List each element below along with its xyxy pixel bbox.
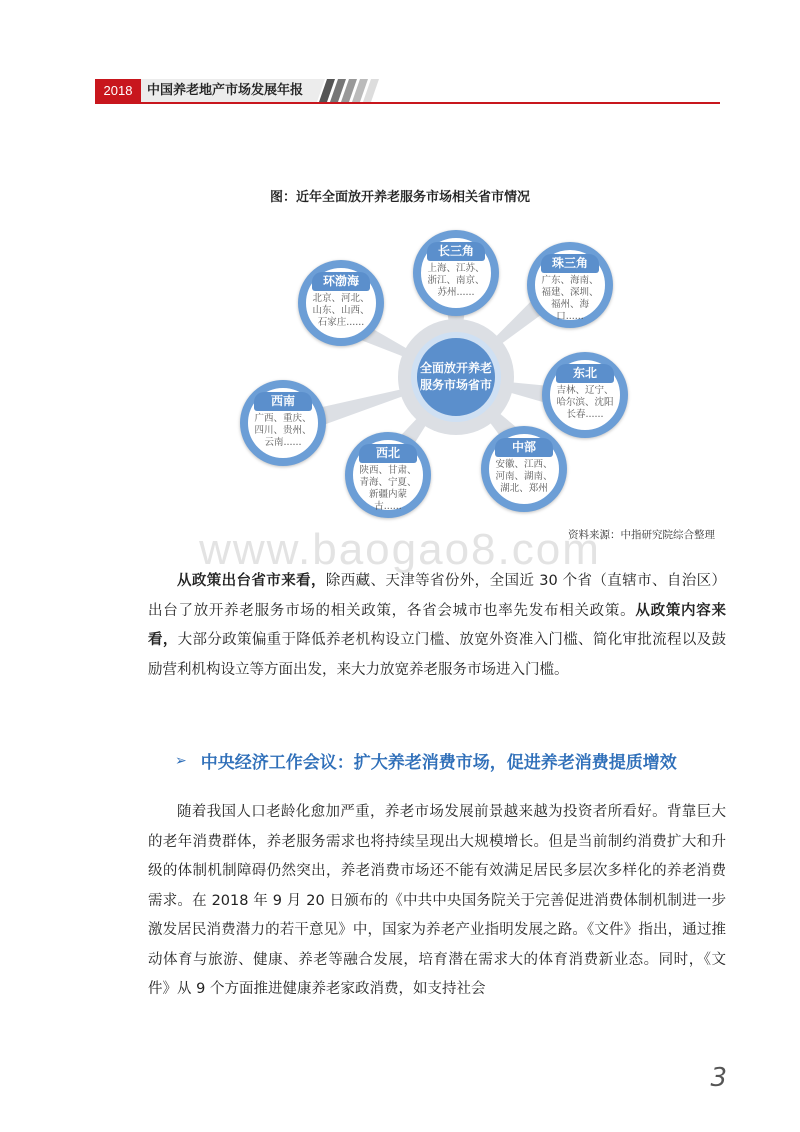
region-cities: 北京、河北、山东、山西、石家庄...... <box>312 293 370 328</box>
figure-source: 资料来源：中指研究院综合整理 <box>568 529 715 541</box>
region-cities: 上海、江苏、浙江、南京、苏州...... <box>427 263 485 298</box>
region-cities: 安徽、江西、河南、湖南、湖北、郑州 <box>495 459 553 494</box>
region-name: 西南 <box>254 392 312 411</box>
policy-lead-provinces: 从政策出台省市来看， <box>177 573 326 589</box>
section-title: 中央经济工作会议：扩大养老消费市场，促进养老消费提质增效 <box>200 753 677 773</box>
policy-text-content: 大部分政策偏重于降低养老机构设立门槛、放宽外资准入门槛、简化审批流程以及鼓励营利机构设立等方面出发，来大力放宽养老服务市场进入门槛。 <box>148 632 727 678</box>
region-node-northwest <box>345 432 431 518</box>
region-cities: 陕西、甘肃、青海、宁夏、新疆内蒙古...... <box>359 465 417 512</box>
region-node-bohai <box>298 260 384 346</box>
policy-lead-content: 从政策内容来看， <box>148 602 727 648</box>
policy-text-provinces: 除西藏、天津等省份外，全国近 30 个省（直辖市、自治区）出台了放开养老服务市场的相关政策，各省会城市也率先发布相关政策。 <box>148 573 726 619</box>
header-rule <box>95 102 720 104</box>
paragraph-consumption: 随着我国人口老龄化愈加严重，养老市场发展前景越来越为投资者所看好。背靠巨大的老年消费群体，养老服务需求也将持续呈现出大规模增长。但是当前制约消费扩大和升级的体制机制障碍仍然突出，养老消费市场还不能有效满足居民多层次多样化的养老消费需求。在 2018 年 9 月 20 日颁布的《中共中央国务院关于完善促进消费体制机制进一步激发居民消费潜力的若干意见》中，国家为养老产业指明发展之路。《文件》指出，通过推动体育与旅游、健康、养老等融合发展，培育潜在需求大的体育消费新业态。同时，《文件》从 9 个方面推进健康养老家政消费，如支持社会 <box>148 804 726 997</box>
region-name: 环渤海 <box>312 272 370 291</box>
region-cities: 广西、重庆、四川、贵州、云南...... <box>254 413 312 448</box>
region-name: 中部 <box>495 438 553 457</box>
region-name: 珠三角 <box>541 254 599 273</box>
region-node-central <box>481 426 567 512</box>
region-diagram <box>230 222 650 522</box>
watermark: www.baogao8.com <box>199 525 601 574</box>
region-name: 东北 <box>556 364 614 383</box>
region-node-northeast <box>542 352 628 438</box>
region-node-pearl <box>527 242 613 328</box>
region-name: 长三角 <box>427 242 485 261</box>
region-cities: 吉林、辽宁、哈尔滨、沈阳长春...... <box>556 385 614 420</box>
report-header <box>95 79 381 102</box>
header-year: 2018 <box>95 79 141 102</box>
header-stripes-decoration <box>311 79 381 102</box>
paragraph-policy <box>148 567 726 685</box>
page-number: 3 <box>710 1063 727 1093</box>
region-name: 西北 <box>359 444 417 463</box>
diagram-center-node: 全面放开养老服务市场省市 <box>411 332 501 422</box>
region-cities: 广东、海南、福建、深圳、福州、海口...... <box>541 275 599 322</box>
region-node-southwest <box>240 380 326 466</box>
region-node-yangtze <box>413 230 499 316</box>
section-heading <box>175 748 677 773</box>
figure-title: 图：近年全面放开养老服务市场相关省市情况 <box>269 190 530 205</box>
arrow-bullet-icon: ➢ <box>175 752 187 769</box>
header-title: 中国养老地产市场发展年报 <box>141 79 311 102</box>
